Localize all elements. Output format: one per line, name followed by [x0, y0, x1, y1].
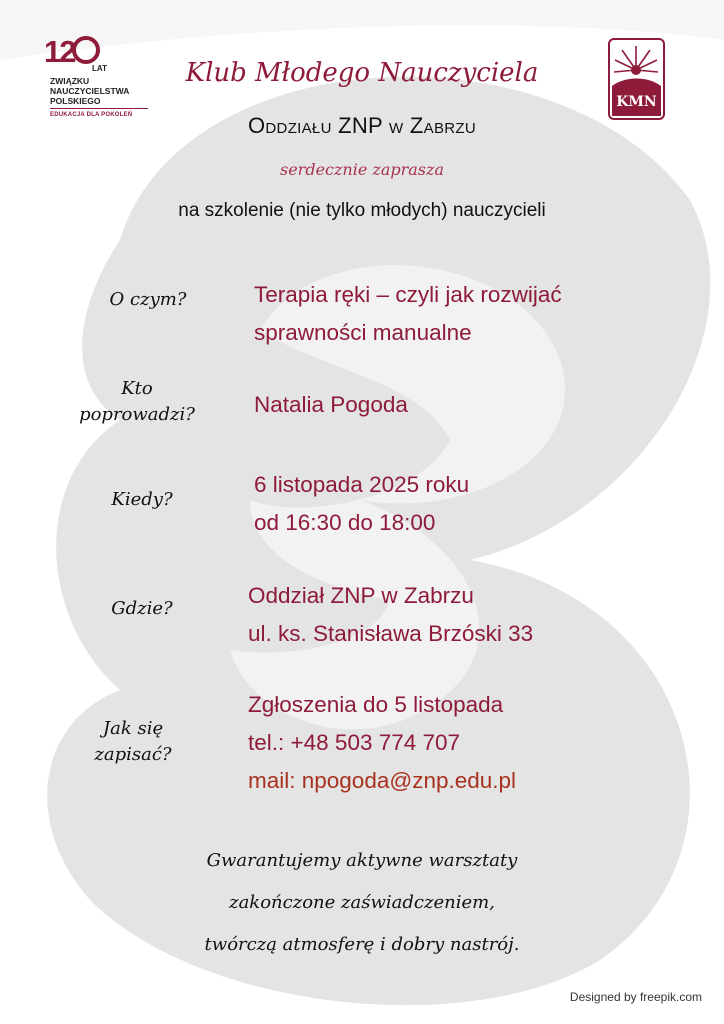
question-presenter: Kto poprowadzi?	[79, 378, 195, 425]
answer-line: tel.: +48 503 774 707	[248, 730, 461, 755]
logo-line: POLSKIEGO	[50, 96, 101, 106]
logo-tagline: EDUKACJA DLA POKOLEŃ	[50, 112, 133, 118]
answer-where	[248, 577, 533, 653]
answer-line: Terapia ręki – czyli jak rozwijać	[254, 282, 562, 307]
answer-line: ul. ks. Stanisława Brzóski 33	[248, 621, 534, 646]
answer-line: 6 listopada 2025 roku	[254, 472, 470, 497]
answer-topic	[254, 276, 562, 352]
page-subtitle: Oddziału ZNP w Zabrzu	[248, 113, 476, 138]
answer-when	[254, 466, 469, 542]
answer-line: Zgłoszenia do 5 listopada	[248, 692, 504, 717]
page-title: Klub Młodego Nauczyciela	[185, 58, 539, 88]
logo-number: 12	[44, 34, 75, 69]
intro-text: na szkolenie (nie tylko młodych) nauczycieli	[178, 200, 546, 221]
answer-presenter	[254, 386, 408, 424]
kmn-logo-text: KMN	[616, 94, 657, 110]
closing-line: zakończone zaświadczeniem,	[229, 892, 495, 913]
question-where: Gdzie?	[111, 598, 173, 619]
closing-line: Gwarantujemy aktywne warsztaty	[206, 850, 518, 871]
logo-line: NAUCZYCIELSTWA	[50, 86, 130, 96]
logo-divider	[50, 108, 148, 109]
answer-line: od 16:30 do 18:00	[254, 510, 436, 535]
answer-line: Oddział ZNP w Zabrzu	[248, 583, 474, 608]
invite-text: serdecznie zaprasza	[280, 160, 444, 179]
closing-text	[0, 840, 724, 966]
email-link[interactable]: mail: npogoda@znp.edu.pl	[248, 768, 517, 793]
closing-line: twórczą atmosferę i dobry nastrój.	[204, 934, 520, 955]
question-signup: Jak się zapisać?	[94, 718, 172, 765]
answer-line: Natalia Pogoda	[254, 392, 408, 417]
question-when: Kiedy?	[111, 489, 173, 510]
answer-line: sprawności manualne	[254, 320, 472, 345]
logo-line: ZWIĄZKU	[50, 76, 90, 86]
design-credit: Designed by freepik.com	[569, 990, 702, 1004]
logo-lat: LAT	[92, 64, 107, 73]
question-topic: O czym?	[109, 289, 187, 310]
answer-signup	[248, 686, 516, 800]
